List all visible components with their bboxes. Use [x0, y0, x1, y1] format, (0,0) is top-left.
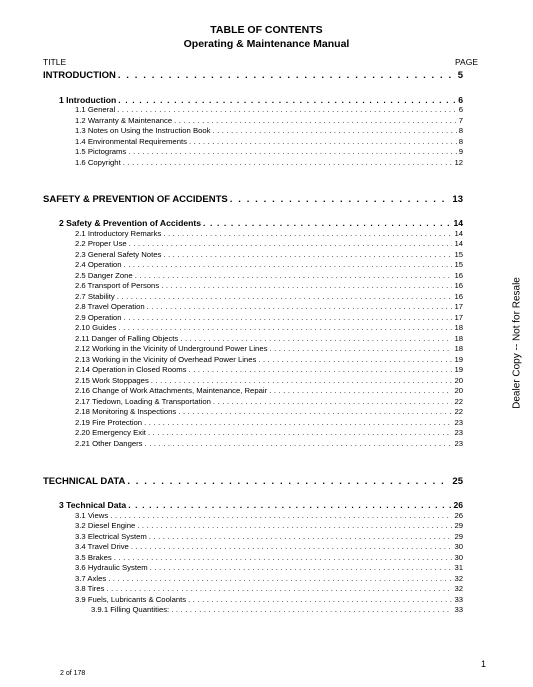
toc-label: 2.14 Operation in Closed Rooms — [75, 365, 187, 374]
dot-leader — [110, 511, 452, 520]
toc-page-number: 23 — [454, 438, 463, 448]
toc-label: 3 Technical Data — [59, 500, 127, 510]
toc-page-number: 22 — [454, 407, 463, 416]
toc-entry[interactable] — [75, 418, 463, 428]
dot-leader — [124, 260, 453, 269]
toc-label: 2.7 Stability — [75, 291, 115, 301]
toc-page-number: 26 — [453, 500, 463, 510]
toc-label: 1.6 Copyright — [75, 157, 121, 167]
toc-label: 2.19 Fire Protection — [75, 417, 143, 427]
toc-entry[interactable] — [75, 574, 463, 584]
toc-entry[interactable] — [75, 595, 463, 605]
toc-label: 3.1 Views — [75, 510, 109, 520]
toc-page-number: 30 — [454, 552, 463, 562]
toc-label: 2.3 General Safety Notes — [75, 249, 162, 259]
dot-leader — [171, 605, 452, 614]
toc-page-number: 16 — [454, 291, 463, 301]
toc-label: 2.17 Tiedown, Loading & Transportation — [75, 396, 211, 406]
dot-leader — [128, 147, 456, 156]
toc-page-number: 30 — [454, 542, 463, 551]
toc-page-number: 6 — [458, 95, 463, 105]
toc-entry[interactable] — [75, 105, 463, 115]
toc-label: 2.4 Operation — [75, 260, 122, 269]
toc-entry[interactable] — [75, 428, 463, 438]
toc-label: 1.5 Pictograms — [75, 147, 127, 156]
toc-label: 3.2 Diesel Engine — [75, 521, 136, 530]
toc-label: 2.6 Transport of Persons — [75, 281, 160, 290]
toc-page-number: 14 — [454, 228, 463, 238]
toc-page-number: 18 — [454, 333, 463, 343]
toc-page-number: 15 — [454, 249, 463, 259]
toc-label: 3.7 Axles — [75, 573, 107, 583]
dot-leader — [148, 428, 453, 437]
dot-leader — [230, 194, 451, 205]
toc-label: 2.11 Danger of Falling Objects — [75, 333, 179, 343]
toc-label: 2.12 Working in the Vicinity of Underground Power Lines — [75, 344, 268, 353]
dot-leader — [123, 158, 453, 167]
toc-page-number: 32 — [454, 573, 463, 583]
toc-entry[interactable] — [75, 116, 463, 126]
dot-leader — [118, 70, 456, 81]
toc-entry[interactable] — [75, 439, 463, 449]
toc-label: 2.15 Work Stoppages — [75, 375, 149, 385]
dot-leader — [161, 281, 452, 290]
page-title: TABLE OF CONTENTS — [210, 24, 323, 36]
dot-leader — [258, 355, 452, 364]
toc-page-number: 18 — [454, 323, 463, 332]
dot-leader — [269, 386, 452, 395]
dot-leader — [144, 418, 452, 427]
toc-page-number: 23 — [454, 417, 463, 427]
toc-page-number: 8 — [458, 126, 463, 135]
dot-leader — [117, 292, 453, 301]
dot-leader — [147, 302, 453, 311]
toc-page-number: 33 — [454, 594, 463, 604]
toc-label: 3.9 Fuels, Lubricants & Coolants — [75, 594, 187, 604]
toc-chapter[interactable] — [59, 218, 463, 229]
toc-entry[interactable] — [75, 334, 463, 344]
toc-label: 3.9.1 Filling Quantities: — [91, 605, 170, 614]
toc-label: SAFETY & PREVENTION OF ACCIDENTS — [43, 194, 228, 205]
dot-leader — [145, 439, 453, 448]
toc-page-number: 25 — [452, 476, 463, 487]
toc-entry[interactable] — [75, 511, 463, 521]
toc-label: 2.16 Change of Work Attachments, Maintenance, Repair — [75, 386, 268, 395]
dot-leader — [124, 313, 453, 322]
toc-label: TECHNICAL DATA — [43, 476, 126, 487]
toc-label: 3.4 Travel Drive — [75, 542, 129, 551]
dot-leader — [178, 407, 452, 416]
dot-leader — [174, 116, 457, 125]
dot-leader — [188, 595, 452, 604]
toc-label: 1.1 General — [75, 105, 116, 114]
toc-label: 3.8 Tires — [75, 584, 105, 593]
toc-label: 2.18 Monitoring & Inspections — [75, 407, 177, 416]
dot-leader — [117, 105, 457, 114]
toc-label: 2.13 Working in the Vicinity of Overhead Power Lines — [75, 354, 257, 364]
toc-entry[interactable] — [75, 563, 463, 573]
toc-page-number: 16 — [454, 270, 463, 280]
page-of-count: 2 of 178 — [60, 670, 86, 677]
dot-leader — [114, 553, 453, 562]
toc-page-number: 9 — [458, 147, 463, 156]
toc-page-number: 5 — [457, 70, 463, 81]
dot-leader — [118, 95, 456, 105]
toc-page-number: 18 — [454, 344, 463, 353]
toc-label: 2.20 Emergency Exit — [75, 428, 146, 437]
toc-entry[interactable] — [75, 292, 463, 302]
toc-page-number: 7 — [458, 115, 463, 125]
toc-label: 2 Safety & Prevention of Accidents — [59, 218, 201, 228]
toc-entry[interactable] — [75, 323, 463, 333]
toc-entry[interactable] — [75, 250, 463, 260]
toc-label: INTRODUCTION — [43, 70, 116, 81]
toc-page-number: 32 — [454, 584, 463, 593]
dot-leader — [127, 476, 450, 487]
dot-leader — [129, 239, 453, 248]
toc-label: 2.9 Operation — [75, 312, 122, 322]
toc-entry[interactable] — [75, 271, 463, 281]
toc-label: 1.3 Notes on Using the Instruction Book — [75, 126, 211, 135]
toc-section[interactable] — [43, 194, 463, 206]
dot-leader — [150, 563, 453, 572]
toc-label: 2.2 Proper Use — [75, 239, 127, 248]
toc-page-number: 6 — [458, 105, 463, 114]
toc-page-number: 20 — [454, 375, 463, 385]
dealer-copy-watermark: Dealer Copy -- Not for Resale — [511, 277, 523, 409]
toc-page-number: 33 — [454, 605, 463, 614]
toc-entry[interactable] — [75, 355, 463, 365]
toc-entry[interactable] — [75, 365, 463, 375]
dot-leader — [163, 250, 452, 259]
toc-entry[interactable] — [75, 302, 463, 312]
dot-leader — [108, 574, 452, 583]
dot-leader — [189, 365, 453, 374]
page-subtitle: Operating & Maintenance Manual — [183, 38, 350, 50]
dot-leader — [131, 542, 453, 551]
dot-leader — [180, 334, 452, 343]
toc-label: 1.2 Warranty & Maintenance — [75, 115, 173, 125]
dot-leader — [189, 137, 457, 146]
toc-entry[interactable] — [75, 313, 463, 323]
dot-leader — [213, 397, 453, 406]
toc-entry[interactable] — [75, 553, 463, 563]
dot-leader — [163, 229, 452, 238]
toc-entry[interactable] — [75, 137, 463, 147]
page-number: 1 — [481, 659, 487, 669]
toc-page-number: 8 — [458, 136, 463, 146]
toc-page-number: 14 — [454, 239, 463, 248]
toc-subentry[interactable] — [91, 605, 463, 615]
toc-page-number: 12 — [454, 157, 463, 167]
toc-entry[interactable] — [75, 147, 463, 157]
toc-label: 2.8 Travel Operation — [75, 302, 145, 311]
toc-entry[interactable] — [75, 281, 463, 291]
toc-page-number: 13 — [452, 194, 463, 205]
toc-page-number: 31 — [454, 563, 463, 572]
toc-page-number: 16 — [454, 281, 463, 290]
toc-page-number: 23 — [454, 428, 463, 437]
column-header-page: PAGE — [455, 57, 478, 67]
toc-entry[interactable] — [75, 584, 463, 594]
toc-page-number: 17 — [454, 312, 463, 322]
toc-section[interactable] — [43, 476, 463, 488]
toc-entry[interactable] — [75, 126, 463, 136]
dot-leader — [269, 344, 452, 353]
toc-label: 3.5 Brakes — [75, 552, 112, 562]
toc-entry[interactable] — [75, 158, 463, 168]
toc-page-number: 14 — [453, 218, 463, 228]
dot-leader — [118, 323, 452, 332]
dot-leader — [137, 521, 452, 530]
column-header-title: TITLE — [43, 57, 67, 67]
toc-entry[interactable] — [75, 521, 463, 531]
toc-chapter[interactable] — [59, 500, 463, 511]
toc-entry[interactable] — [75, 344, 463, 354]
toc-label: 2.10 Guides — [75, 323, 117, 332]
toc-label: 1 Introduction — [59, 95, 117, 105]
toc-label: 2.1 Introductory Remarks — [75, 228, 162, 238]
dot-leader — [212, 126, 456, 135]
toc-label: 3.6 Hydraulic System — [75, 563, 148, 572]
toc-entry[interactable] — [75, 542, 463, 552]
toc-page-number: 29 — [454, 521, 463, 530]
toc-entry[interactable] — [75, 386, 463, 396]
toc-label: 2.5 Danger Zone — [75, 270, 133, 280]
toc-page-number: 22 — [454, 396, 463, 406]
toc-page-number: 19 — [454, 365, 463, 374]
dot-leader — [151, 376, 453, 385]
dot-leader — [203, 218, 451, 228]
toc-section[interactable] — [43, 70, 463, 82]
toc-page-number: 17 — [454, 302, 463, 311]
toc-page-number: 19 — [454, 354, 463, 364]
dot-leader — [149, 532, 453, 541]
toc-entry[interactable] — [75, 239, 463, 249]
toc-page-number: 26 — [454, 510, 463, 520]
toc-page-number: 20 — [454, 386, 463, 395]
toc-entry[interactable] — [75, 376, 463, 386]
toc-entry[interactable] — [75, 407, 463, 417]
toc-page-number: 29 — [454, 531, 463, 541]
toc-entry[interactable] — [75, 397, 463, 407]
toc-entry[interactable] — [75, 532, 463, 542]
toc-page-number: 15 — [454, 260, 463, 269]
toc-label: 1.4 Environmental Requirements — [75, 136, 187, 146]
toc-label: 2.21 Other Dangers — [75, 438, 143, 448]
dot-leader — [106, 584, 452, 593]
toc-entry[interactable] — [75, 260, 463, 270]
dot-leader — [128, 500, 451, 510]
dot-leader — [135, 271, 453, 280]
toc-label: 3.3 Electrical System — [75, 531, 147, 541]
toc-entry[interactable] — [75, 229, 463, 239]
